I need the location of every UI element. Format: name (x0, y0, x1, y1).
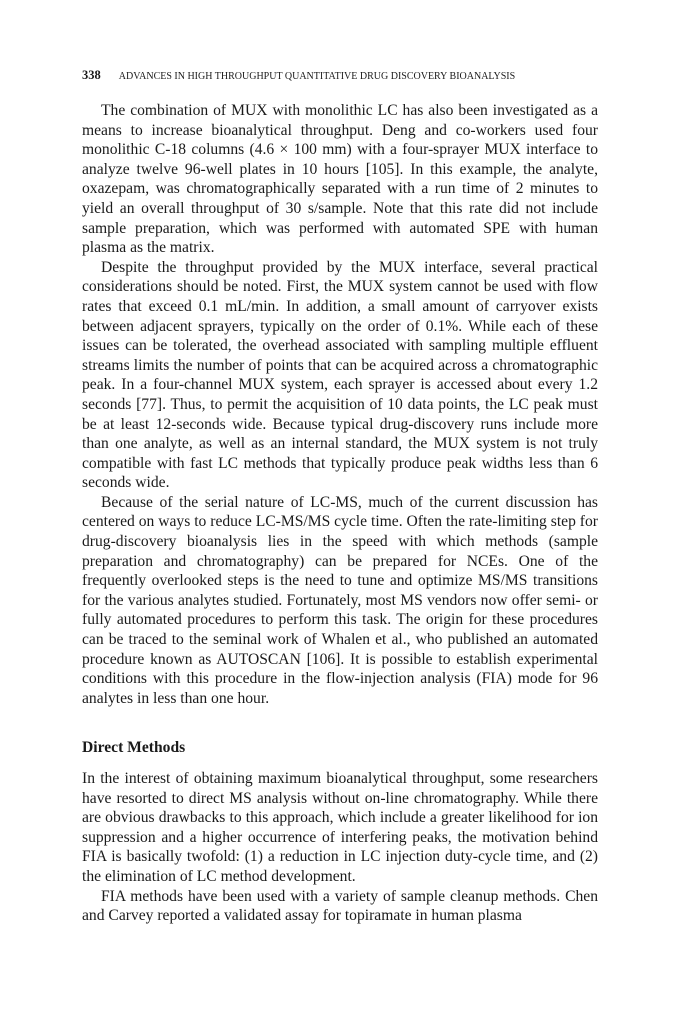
page-number: 338 (82, 68, 101, 82)
paragraph: The combination of MUX with monolithic LC has also been investigated as a means to increase bioanalytical throughput. Deng and co-workers used four monolithic C-18 columns (4.6 × 100 mm) with a four-sprayer MUX interface to analyze twelve 96-well plates in 10 hours [105]. In this example, the analyte, oxazepam, was chromatographically separated with a run time of 2 minutes to yield an overall throughput of 30 s/sample. Note that this rate did not include sample preparation, which was performed with automated SPE with human plasma as the matrix. (82, 102, 598, 257)
running-title: ADVANCES IN HIGH THROUGHPUT QUANTITATIVE DRUG DISCOVERY BIOANALYSIS (118, 71, 516, 82)
section-heading: Direct Methods (82, 739, 186, 757)
paragraph: Despite the throughput provided by the MUX interface, several practical considerations should be noted. First, the MUX system cannot be used with flow rates that exceed 0.1 mL/min. In addition, a small amount of carryover exists between adjacent sprayers, typically on the order of 0.1%. While each of these issues can be tolerated, the overhead associated with sampling multiple effluent streams limits the number of points that can be acquired across a chromatographic peak. In a four-channel MUX system, each sprayer is accessed about every 1.2 seconds [77]. Thus, to permit the acquisition of 10 data points, the LC peak must be at least 12-seconds wide. Because typical drug-discovery runs include more than one analyte, as well as an internal standard, the MUX system is not truly compatible with fast LC methods that typically produce peak widths less than 6 seconds wide. (82, 258, 598, 492)
running-head (82, 67, 598, 85)
paragraph: Because of the serial nature of LC-MS, much of the current discussion has centered on ways to reduce LC-MS/MS cycle time. Often the rate-limiting step for drug-discovery bioanalysis lies in the speed with which methods (sample preparation and chromatography) can be prepared for NCEs. One of the frequently overlooked steps is the need to tune and optimize MS/MS transitions for the various analytes studied. Fortunately, most MS vendors now offer semi- or fully automated procedures to perform this task. The origin for these procedures can be traced to the seminal work of Whalen et al., who published an automated procedure known as AUTOSCAN [106]. It is possible to establish experimental conditions with this procedure in the flow-injection analysis (FIA) mode for 96 analytes in less than one hour. (82, 493, 598, 707)
body-text (82, 101, 598, 926)
paragraph: In the interest of obtaining maximum bioanalytical throughput, some researchers have resorted to direct MS analysis without on-line chromatography. While there are obvious drawbacks to this approach, which include a greater likelihood for ion suppression and a higher occurrence of interfering peaks, the motivation behind FIA is basically twofold: (1) a reduction in LC injection duty-cycle time, and (2) the elimination of LC method development. (82, 770, 598, 885)
paragraph: FIA methods have been used with a variety of sample cleanup methods. Chen and Carvey reported a validated assay for topiramate in human plasma (82, 887, 598, 925)
